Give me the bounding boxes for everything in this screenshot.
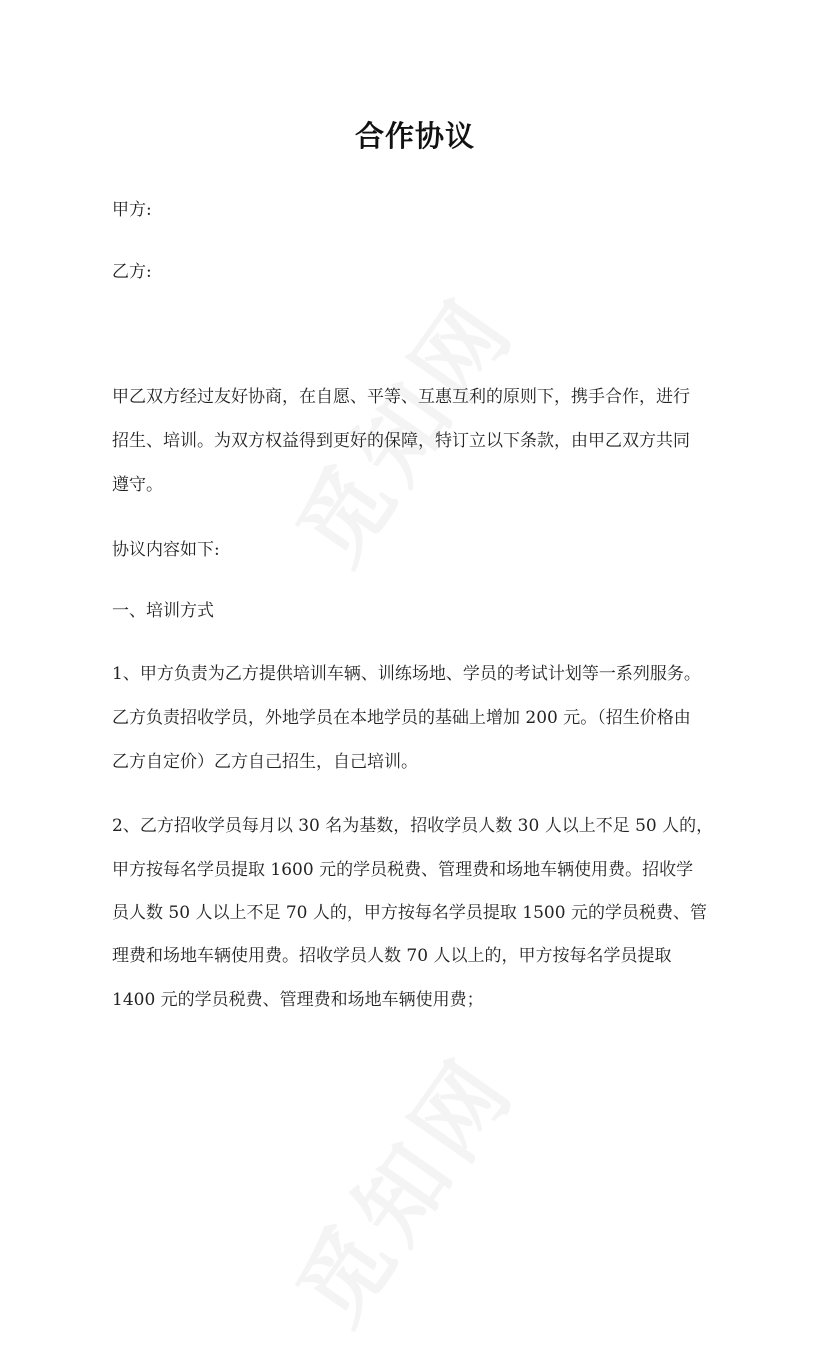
section-1-heading: 一、培训方式 <box>112 601 214 621</box>
watermark <box>261 265 540 585</box>
clause-2-line: 2、乙方招收学员每月以 30 名为基数，招收学员人数 30 人以上不足 50 人的， <box>112 816 714 836</box>
clause-2-line: 甲方按每名学员提取 1600 元的学员税费、管理费和场地车辆使用费。招收学 <box>112 860 694 880</box>
intro-line: 甲乙双方经过友好协商，在自愿、平等、互惠互利的原则下，携手合作，进行 <box>112 387 690 407</box>
clause-2-line: 理费和场地车辆使用费。招收学员人数 70 人以上的，甲方按每名学员提取 <box>112 946 672 966</box>
clause-2-line: 1400 元的学员税费、管理费和场地车辆使用费； <box>112 990 484 1010</box>
intro-line: 遵守。 <box>112 475 163 495</box>
watermark <box>261 1025 540 1345</box>
party-a-label: 甲方: <box>112 200 152 220</box>
content-heading: 协议内容如下: <box>112 540 220 560</box>
document-title: 合作协议 <box>354 119 475 153</box>
clause-1-line: 1、甲方负责为乙方提供培训车辆、训练场地、学员的考试计划等一系列服务。 <box>112 664 701 684</box>
intro-line: 招生、培训。为双方权益得到更好的保障，特订立以下条款，由甲乙双方共同 <box>112 431 690 451</box>
clause-2-line: 员人数 50 人以上不足 70 人的，甲方按每名学员提取 1500 元的学员税费、管 <box>112 903 707 923</box>
clause-1-line: 乙方自定价）乙方自己招生，自己培训。 <box>112 752 418 772</box>
party-b-label: 乙方: <box>112 262 152 282</box>
clause-1-line: 乙方负责招收学员，外地学员在本地学员的基础上增加 200 元。（招生价格由 <box>112 708 691 728</box>
